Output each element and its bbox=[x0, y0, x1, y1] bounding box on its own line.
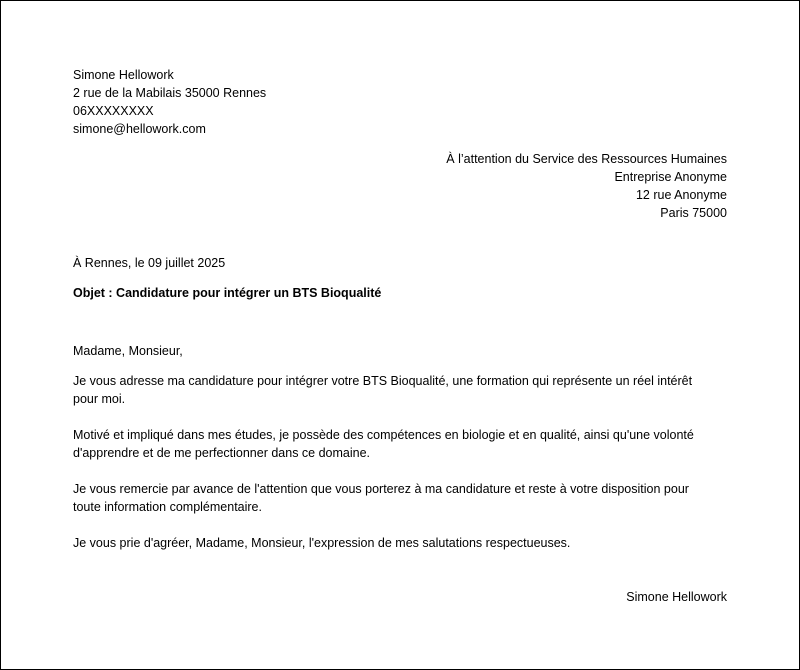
recipient-block bbox=[446, 150, 727, 222]
paragraph-line: pour moi. bbox=[73, 392, 126, 406]
date-line: À Rennes, le 09 juillet 2025 bbox=[73, 256, 226, 270]
recipient-city: Paris 75000 bbox=[660, 206, 727, 220]
recipient-street: 12 rue Anonyme bbox=[635, 188, 727, 202]
signature: Simone Hellowork bbox=[626, 590, 727, 604]
paragraph-line: Je vous remercie par avance de l'attention que vous porterez à ma candidature et reste à votre disposition pour bbox=[73, 482, 689, 496]
paragraph-line: Je vous prie d'agréer, Madame, Monsieur, l'expression de mes salutations respectueuses. bbox=[73, 536, 571, 550]
greeting: Madame, Monsieur, bbox=[73, 344, 183, 358]
paragraph-line: toute information complémentaire. bbox=[73, 500, 262, 514]
sender-phone: 06XXXXXXXX bbox=[73, 104, 154, 118]
sender-name: Simone Hellowork bbox=[73, 68, 174, 82]
sender-email: simone@hellowork.com bbox=[73, 122, 206, 136]
paragraph-line: Je vous adresse ma candidature pour intégrer votre BTS Bioqualité, une formation qui représente un réel intérêt bbox=[73, 374, 693, 388]
subject-line: Objet : Candidature pour intégrer un BTS Bioqualité bbox=[73, 286, 382, 300]
recipient-attention: À l’attention du Service des Ressources Humaines bbox=[446, 152, 727, 166]
closing-paragraph bbox=[73, 534, 733, 552]
paragraph-line: Motivé et impliqué dans mes études, je possède des compétences en biologie et en qualité, ainsi qu'une volonté bbox=[73, 428, 694, 442]
sender-address: 2 rue de la Mabilais 35000 Rennes bbox=[73, 86, 267, 100]
sender-block bbox=[73, 66, 266, 138]
body-paragraph bbox=[73, 480, 733, 516]
body-paragraph bbox=[73, 426, 733, 462]
paragraph-line: d'apprendre et de me perfectionner dans ce domaine. bbox=[73, 446, 371, 460]
body-paragraph bbox=[73, 372, 733, 408]
recipient-company: Entreprise Anonyme bbox=[614, 170, 727, 184]
